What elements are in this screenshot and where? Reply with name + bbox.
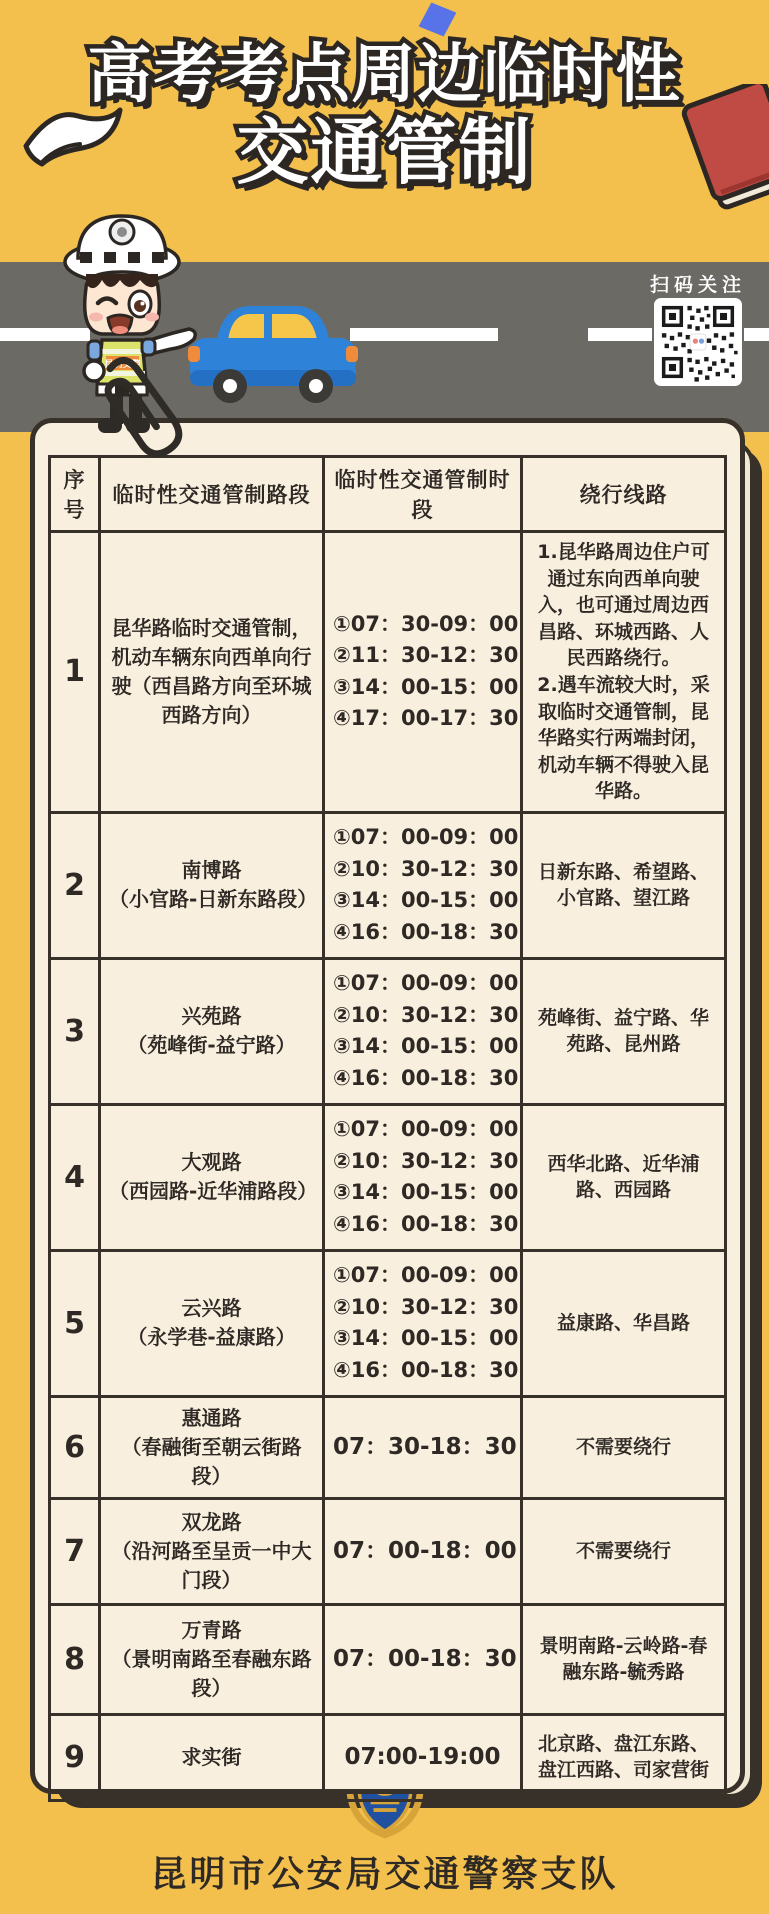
table-row — [50, 1714, 726, 1800]
detour-route: 景明南路-云岭路-春融东路-毓秀路 — [522, 1604, 726, 1714]
detour-route: 不需要绕行 — [522, 1498, 726, 1604]
title-line-2: 交通管制 — [236, 110, 533, 195]
detour-route: 北京路、盘江东路、盘江西路、司家营街 — [522, 1714, 726, 1800]
table-row — [50, 1104, 726, 1250]
control-times: ①07：30-09：00 ②11：30-12：30 ③14：00-15：00 ④17：00-17：30 — [324, 532, 522, 813]
lane-dash — [588, 328, 652, 341]
paperclip-icon — [92, 336, 204, 478]
diamond-shape-icon — [419, 2, 457, 36]
qr-code[interactable] — [654, 298, 742, 386]
detour-route: 西华北路、近华浦路、西园路 — [522, 1104, 726, 1250]
header-control-time: 临时性交通管制时段 — [324, 457, 522, 532]
table-row — [50, 1396, 726, 1498]
agency-name: 昆明市公安局交通警察支队 — [150, 1854, 619, 1895]
table-row — [50, 958, 726, 1104]
road-section: 双龙路 （沿河路至呈贡一中大门段） — [100, 1498, 324, 1604]
control-times: ①07：00-09：00 ②10：30-12：30 ③14：00-15：00 ④16：00-18：30 — [324, 812, 522, 958]
control-times: ①07：00-09：00 ②10：30-12：30 ③14：00-15：00 ④16：00-18：30 — [324, 1104, 522, 1250]
page-title — [0, 38, 769, 195]
row-number: 5 — [50, 1250, 100, 1396]
table-body — [50, 532, 726, 1801]
title-line-1: 高考考点周边临时性 — [87, 38, 682, 112]
table-row — [50, 532, 726, 813]
row-number: 1 — [50, 532, 100, 813]
row-number: 4 — [50, 1104, 100, 1250]
traffic-control-table — [48, 455, 727, 1802]
control-times: ①07：00-09：00 ②10：30-12：30 ③14：00-15：00 ④16：00-18：30 — [324, 958, 522, 1104]
row-number: 9 — [50, 1714, 100, 1800]
table-row — [50, 812, 726, 958]
row-number: 6 — [50, 1396, 100, 1498]
scan-follow-label: 扫码关注 — [649, 274, 746, 296]
detour-route: 益康路、华昌路 — [522, 1250, 726, 1396]
control-times: 07:00-19:00 — [324, 1714, 522, 1800]
road-section: 惠通路 （春融街至朝云街路段） — [100, 1396, 324, 1498]
road-section: 大观路 （西园路-近华浦路段） — [100, 1104, 324, 1250]
detour-route: 1.昆华路周边住户可通过东向西单向驶入，也可通过周边西昌路、环城西路、人民西路绕行。 2.遇车流较大时，采取临时交通管制，昆华路实行两端封闭，机动车辆不得驶入昆华路。 — [522, 532, 726, 813]
svg-text:昆明交警: 昆明交警 — [104, 360, 141, 370]
detour-route: 苑峰街、益宁路、华苑路、昆州路 — [522, 958, 726, 1104]
table-row — [50, 1498, 726, 1604]
header-index: 序号 — [50, 457, 100, 532]
lane-dash — [350, 328, 498, 341]
header-road-section: 临时性交通管制路段 — [100, 457, 324, 532]
detour-route: 日新东路、希望路、小官路、望江路 — [522, 812, 726, 958]
control-times: ①07：00-09：00 ②10：30-12：30 ③14：00-15：00 ④16：00-18：30 — [324, 1250, 522, 1396]
table-row — [50, 1250, 726, 1396]
road-section: 云兴路 （永学巷-益康路） — [100, 1250, 324, 1396]
control-times: 07：00-18：00 — [324, 1498, 522, 1604]
table-row — [50, 1604, 726, 1714]
control-times: 07：30-18：30 — [324, 1396, 522, 1498]
header-detour-route: 绕行线路 — [522, 457, 726, 532]
row-number: 7 — [50, 1498, 100, 1604]
row-number: 3 — [50, 958, 100, 1104]
road-section: 求实街 — [100, 1714, 324, 1800]
road-section: 万青路 （景明南路至春融东路段） — [100, 1604, 324, 1714]
row-number: 8 — [50, 1604, 100, 1714]
road-section: 兴苑路 （苑峰街-益宁路） — [100, 958, 324, 1104]
police-car-illustration — [188, 300, 358, 404]
lane-dash — [744, 328, 769, 341]
row-number: 2 — [50, 812, 100, 958]
road-section: 昆华路临时交通管制，机动车辆东向西单向行驶（西昌路方向至环城西路方向） — [100, 532, 324, 813]
info-card — [30, 418, 745, 1794]
control-times: 07：00-18：30 — [324, 1604, 522, 1714]
road-section: 南博路 （小官路-日新东路段） — [100, 812, 324, 958]
detour-route: 不需要绕行 — [522, 1396, 726, 1498]
